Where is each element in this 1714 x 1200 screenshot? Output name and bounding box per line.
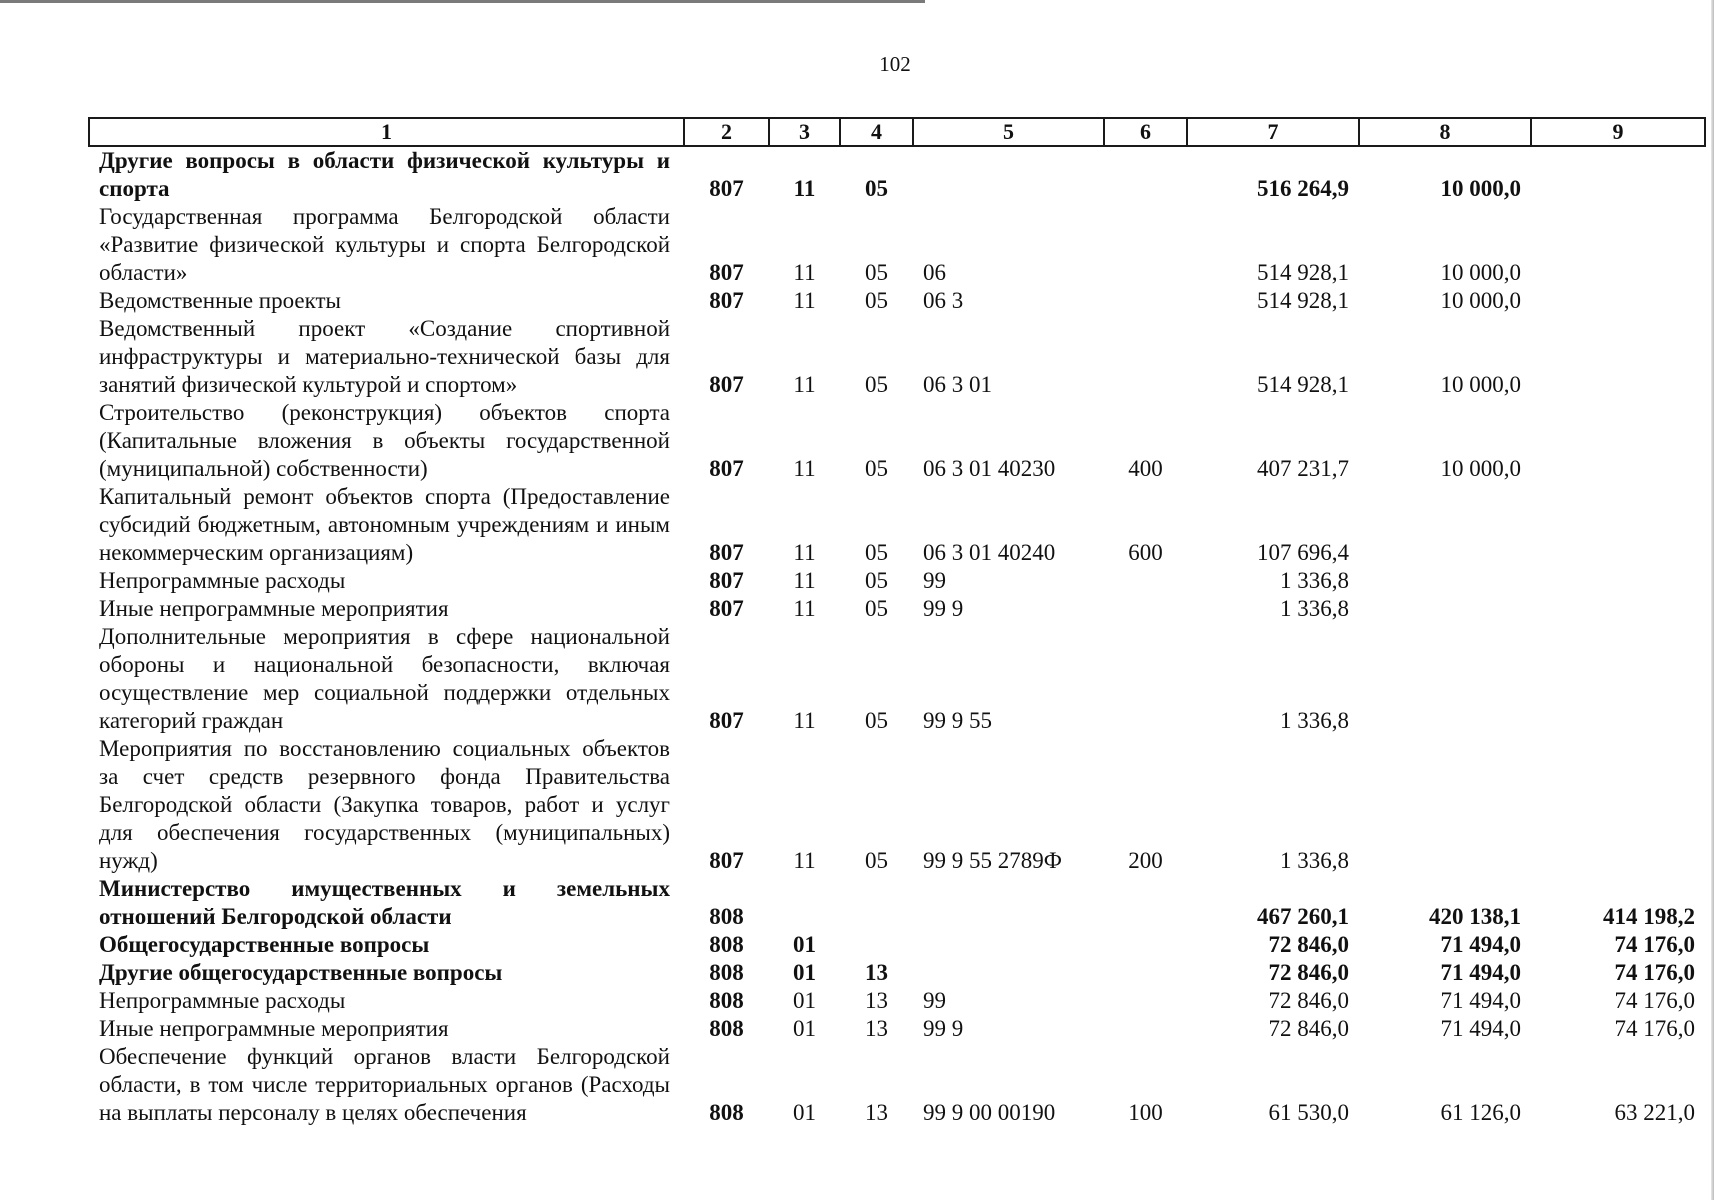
subsection-code: 05 bbox=[865, 260, 888, 285]
subsection-code bbox=[840, 875, 913, 931]
amount-col-7: 72 846,0 bbox=[1268, 988, 1349, 1013]
amount-col-7: 1 336,8 bbox=[1280, 848, 1349, 873]
amount-col-9: 414 198,2 bbox=[1603, 904, 1695, 929]
table-row bbox=[89, 623, 1705, 735]
target-article-code: 06 3 01 40230 bbox=[923, 456, 1056, 481]
amount-col-7: 1 336,8 bbox=[1280, 596, 1349, 621]
header-col-2: 2 bbox=[684, 118, 769, 146]
amount-col-9 bbox=[1531, 483, 1705, 567]
item-name: Министерство имущественных и земельных отношений Белгородской области bbox=[99, 876, 670, 929]
header-row bbox=[89, 118, 1705, 146]
amount-col-8: 71 494,0 bbox=[1440, 1016, 1521, 1041]
amount-col-9 bbox=[1531, 287, 1705, 315]
admin-code: 807 bbox=[709, 848, 744, 873]
amount-col-7: 516 264,9 bbox=[1257, 176, 1349, 201]
amount-col-8: 10 000,0 bbox=[1440, 288, 1521, 313]
amount-col-7: 72 846,0 bbox=[1268, 960, 1349, 985]
table-row bbox=[89, 875, 1705, 931]
table-row bbox=[89, 595, 1705, 623]
section-code: 01 bbox=[793, 1016, 816, 1041]
amount-col-7: 514 928,1 bbox=[1257, 372, 1349, 397]
item-name: Общегосударственные вопросы bbox=[99, 932, 430, 957]
header-col-6: 6 bbox=[1104, 118, 1187, 146]
amount-col-7: 1 336,8 bbox=[1280, 568, 1349, 593]
amount-col-8: 420 138,1 bbox=[1429, 904, 1521, 929]
amount-col-7: 514 928,1 bbox=[1257, 260, 1349, 285]
subsection-code: 05 bbox=[865, 540, 888, 565]
budget-table bbox=[88, 117, 1706, 1127]
amount-col-9: 74 176,0 bbox=[1614, 1016, 1695, 1041]
target-article-code bbox=[913, 875, 1104, 931]
item-name: Мероприятия по восстановлению социальных объектов за счет средств резервного фонда Правительства Белгородской области (Закупка товаров, работ и услуг для обеспечения государственных (муниципальных) нужд) bbox=[99, 736, 670, 873]
admin-code: 807 bbox=[709, 540, 744, 565]
admin-code: 807 bbox=[709, 288, 744, 313]
subsection-code: 13 bbox=[865, 1100, 888, 1125]
subsection-code: 05 bbox=[865, 596, 888, 621]
admin-code: 808 bbox=[709, 1100, 744, 1125]
amount-col-9 bbox=[1531, 315, 1705, 399]
admin-code: 807 bbox=[709, 176, 744, 201]
subsection-code: 05 bbox=[865, 708, 888, 733]
table-row bbox=[89, 399, 1705, 483]
amount-col-7: 407 231,7 bbox=[1257, 456, 1349, 481]
amount-col-9 bbox=[1531, 399, 1705, 483]
table-row bbox=[89, 483, 1705, 567]
table-row bbox=[89, 287, 1705, 315]
admin-code: 808 bbox=[709, 960, 744, 985]
table-row bbox=[89, 735, 1705, 875]
table-row bbox=[89, 567, 1705, 595]
amount-col-7: 61 530,0 bbox=[1268, 1100, 1349, 1125]
amount-col-7: 514 928,1 bbox=[1257, 288, 1349, 313]
target-article-code: 99 9 bbox=[923, 1016, 964, 1041]
header-col-8: 8 bbox=[1359, 118, 1531, 146]
item-name: Дополнительные мероприятия в сфере национальной обороны и национальной безопасности, включая осуществление мер социальной поддержки отдельных категорий граждан bbox=[99, 624, 670, 733]
expense-type-code bbox=[1104, 987, 1187, 1015]
section-code: 11 bbox=[793, 540, 816, 565]
amount-col-8: 71 494,0 bbox=[1440, 932, 1521, 957]
target-article-code: 06 3 bbox=[923, 288, 964, 313]
table-header bbox=[89, 118, 1705, 146]
item-name: Государственная программа Белгородской области «Развитие физической культуры и спорта Белгородской области» bbox=[99, 204, 670, 285]
subsection-code: 05 bbox=[865, 176, 888, 201]
section-code: 11 bbox=[793, 596, 816, 621]
expense-type-code bbox=[1104, 595, 1187, 623]
table-row bbox=[89, 203, 1705, 287]
admin-code: 807 bbox=[709, 708, 744, 733]
item-name: Ведомственный проект «Создание спортивной инфраструктуры и материально-технической базы для занятий физической культурой и спортом» bbox=[99, 316, 670, 397]
table-row bbox=[89, 315, 1705, 399]
section-code bbox=[769, 875, 840, 931]
header-col-3: 3 bbox=[769, 118, 840, 146]
subsection-code: 13 bbox=[865, 960, 888, 985]
amount-col-9: 74 176,0 bbox=[1614, 932, 1695, 957]
item-name: Другие вопросы в области физической культуры и спорта bbox=[99, 148, 670, 201]
amount-col-7: 1 336,8 bbox=[1280, 708, 1349, 733]
amount-col-9: 63 221,0 bbox=[1614, 1100, 1695, 1125]
item-name: Обеспечение функций органов власти Белгородской области, в том числе территориальных органов (Расходы на выплаты персоналу в целях обеспечения bbox=[99, 1044, 670, 1125]
target-article-code: 06 3 01 bbox=[923, 372, 992, 397]
expense-type-code: 400 bbox=[1128, 456, 1163, 481]
amount-col-8: 10 000,0 bbox=[1440, 372, 1521, 397]
expense-type-code bbox=[1104, 146, 1187, 203]
amount-col-8: 10 000,0 bbox=[1440, 456, 1521, 481]
amount-col-9 bbox=[1531, 567, 1705, 595]
expense-type-code bbox=[1104, 567, 1187, 595]
target-article-code: 99 9 bbox=[923, 596, 964, 621]
amount-col-7: 72 846,0 bbox=[1268, 1016, 1349, 1041]
header-col-4: 4 bbox=[840, 118, 913, 146]
amount-col-8 bbox=[1359, 623, 1531, 735]
section-code: 11 bbox=[793, 708, 816, 733]
table-row bbox=[89, 1043, 1705, 1127]
amount-col-9 bbox=[1531, 735, 1705, 875]
amount-col-9: 74 176,0 bbox=[1614, 960, 1695, 985]
target-article-code: 06 3 01 40240 bbox=[923, 540, 1056, 565]
section-code: 01 bbox=[793, 932, 816, 957]
expense-type-code: 200 bbox=[1128, 848, 1163, 873]
header-col-5: 5 bbox=[913, 118, 1104, 146]
expense-type-code bbox=[1104, 959, 1187, 987]
amount-col-9: 74 176,0 bbox=[1614, 988, 1695, 1013]
target-article-code: 99 bbox=[923, 988, 946, 1013]
section-code: 11 bbox=[793, 288, 816, 313]
item-name: Иные непрограммные мероприятия bbox=[99, 1016, 449, 1041]
item-name: Капитальный ремонт объектов спорта (Предоставление субсидий бюджетным, автономным учреждениям и иным некоммерческим организациям) bbox=[99, 484, 670, 565]
amount-col-7: 107 696,4 bbox=[1257, 540, 1349, 565]
amount-col-7: 467 260,1 bbox=[1257, 904, 1349, 929]
admin-code: 807 bbox=[709, 456, 744, 481]
target-article-code bbox=[913, 959, 1104, 987]
amount-col-9 bbox=[1531, 146, 1705, 203]
admin-code: 807 bbox=[709, 260, 744, 285]
subsection-code: 05 bbox=[865, 848, 888, 873]
amount-col-9 bbox=[1531, 623, 1705, 735]
amount-col-8: 71 494,0 bbox=[1440, 988, 1521, 1013]
target-article-code bbox=[913, 931, 1104, 959]
section-code: 11 bbox=[793, 372, 816, 397]
expense-type-code bbox=[1104, 1015, 1187, 1043]
subsection-code: 13 bbox=[865, 988, 888, 1013]
table-row bbox=[89, 987, 1705, 1015]
target-article-code: 99 9 55 bbox=[923, 708, 992, 733]
scan-edge-top bbox=[0, 0, 925, 3]
expense-type-code bbox=[1104, 931, 1187, 959]
item-name: Непрограммные расходы bbox=[99, 988, 346, 1013]
section-code: 11 bbox=[793, 260, 816, 285]
admin-code: 807 bbox=[709, 568, 744, 593]
amount-col-8: 10 000,0 bbox=[1440, 260, 1521, 285]
expense-type-code: 600 bbox=[1128, 540, 1163, 565]
amount-col-8 bbox=[1359, 735, 1531, 875]
section-code: 11 bbox=[793, 176, 816, 201]
amount-col-8 bbox=[1359, 483, 1531, 567]
amount-col-7: 72 846,0 bbox=[1268, 932, 1349, 957]
item-name: Ведомственные проекты bbox=[99, 288, 341, 313]
expense-type-code bbox=[1104, 315, 1187, 399]
page-number: 102 bbox=[879, 52, 911, 76]
table-row bbox=[89, 146, 1705, 203]
amount-col-8: 10 000,0 bbox=[1440, 176, 1521, 201]
target-article-code bbox=[913, 146, 1104, 203]
subsection-code: 05 bbox=[865, 568, 888, 593]
subsection-code: 05 bbox=[865, 456, 888, 481]
expense-type-code bbox=[1104, 875, 1187, 931]
subsection-code: 05 bbox=[865, 288, 888, 313]
target-article-code: 99 9 55 2789Ф bbox=[923, 848, 1062, 873]
section-code: 11 bbox=[793, 568, 816, 593]
amount-col-8: 61 126,0 bbox=[1440, 1100, 1521, 1125]
item-name: Иные непрограммные мероприятия bbox=[99, 596, 449, 621]
admin-code: 807 bbox=[709, 372, 744, 397]
subsection-code: 05 bbox=[865, 372, 888, 397]
expense-type-code bbox=[1104, 287, 1187, 315]
item-name: Строительство (реконструкция) объектов спорта (Капитальные вложения в объекты государственной (муниципальной) собственности) bbox=[99, 400, 670, 481]
header-col-7: 7 bbox=[1187, 118, 1359, 146]
table-row bbox=[89, 931, 1705, 959]
subsection-code: 13 bbox=[865, 1016, 888, 1041]
amount-col-8 bbox=[1359, 567, 1531, 595]
amount-col-8: 71 494,0 bbox=[1440, 960, 1521, 985]
section-code: 01 bbox=[793, 960, 816, 985]
admin-code: 808 bbox=[709, 932, 744, 957]
amount-col-9 bbox=[1531, 203, 1705, 287]
expense-type-code: 100 bbox=[1128, 1100, 1163, 1125]
item-name: Другие общегосударственные вопросы bbox=[99, 960, 503, 985]
section-code: 11 bbox=[793, 848, 816, 873]
admin-code: 808 bbox=[709, 1016, 744, 1041]
section-code: 01 bbox=[793, 1100, 816, 1125]
target-article-code: 06 bbox=[923, 260, 946, 285]
item-name: Непрограммные расходы bbox=[99, 568, 346, 593]
table-row bbox=[89, 1015, 1705, 1043]
table-row bbox=[89, 959, 1705, 987]
amount-col-8 bbox=[1359, 595, 1531, 623]
subsection-code bbox=[840, 931, 913, 959]
expense-type-code bbox=[1104, 203, 1187, 287]
admin-code: 808 bbox=[709, 904, 744, 929]
header-col-9: 9 bbox=[1531, 118, 1705, 146]
target-article-code: 99 bbox=[923, 568, 946, 593]
table-body bbox=[89, 146, 1705, 1127]
expense-type-code bbox=[1104, 623, 1187, 735]
admin-code: 808 bbox=[709, 988, 744, 1013]
section-code: 01 bbox=[793, 988, 816, 1013]
header-col-1: 1 bbox=[89, 118, 684, 146]
amount-col-9 bbox=[1531, 595, 1705, 623]
section-code: 11 bbox=[793, 456, 816, 481]
target-article-code: 99 9 00 00190 bbox=[923, 1100, 1056, 1125]
admin-code: 807 bbox=[709, 596, 744, 621]
